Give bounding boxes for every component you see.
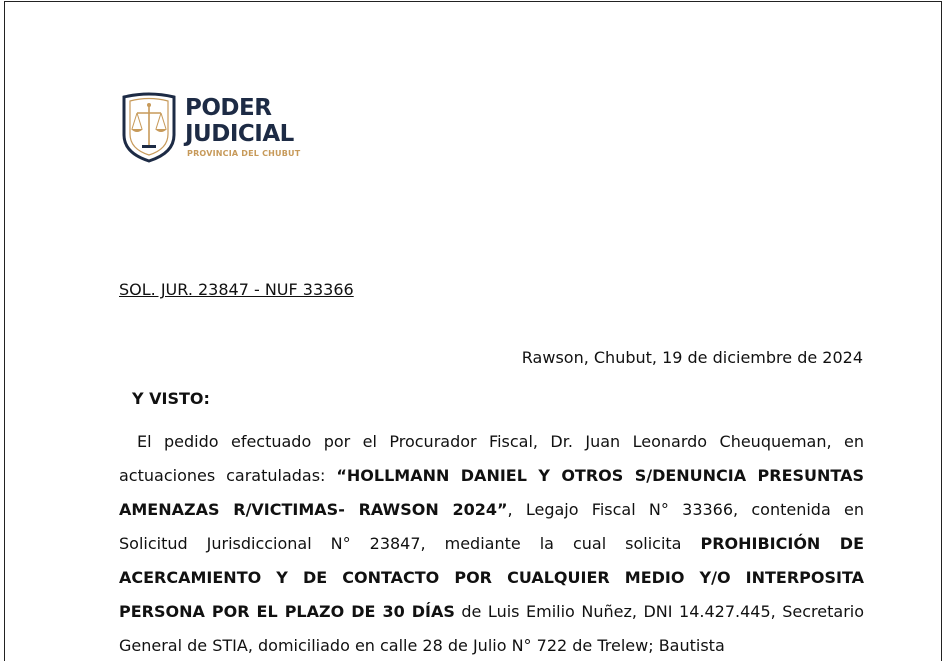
document-page [4,1,942,661]
case-title: “HOLLMANN DANIEL Y OTROS S/DENUNCIA PRESUNTAS AMENAZAS R/VICTIMAS- RAWSON 2024” [119,466,864,519]
logo-text-poder: PODER [185,95,272,121]
scales-of-justice-shield-icon [120,91,178,163]
case-reference: SOL. JUR. 23847 - NUF 33366 [119,280,354,299]
place-and-date: Rawson, Chubut, 19 de diciembre de 2024 [521,348,863,367]
paragraph-text: de Luis Emilio Nuñez, DNI 14.427.445, Secretario General de STIA, domiciliado en calle 28 de Julio N° 722 de Trelew; Bautista [119,602,865,655]
body-paragraph [119,425,864,661]
logo-text-provincia: PROVINCIA DEL CHUBUT [187,149,301,158]
logo-text-judicial: JUDICIAL [185,121,294,147]
paragraph-text: El pedido efectuado por el Procurador Fiscal, Dr. Juan Leonardo Cheuqueman, en actuaciones caratuladas: [119,432,864,485]
requested-measure: PROHIBICIÓN DE ACERCAMIENTO Y DE CONTACTO POR CUALQUIER MEDIO Y/O INTERPOSITA PERSONA POR EL PLAZO DE 30 DÍAS [119,534,865,621]
paragraph-text: , Legajo Fiscal N° 33366, contenida en Solicitud Jurisdiccional N° 23847, mediante la cual solicita [119,500,865,553]
section-heading: Y VISTO: [132,389,210,408]
poder-judicial-logo [120,91,320,166]
